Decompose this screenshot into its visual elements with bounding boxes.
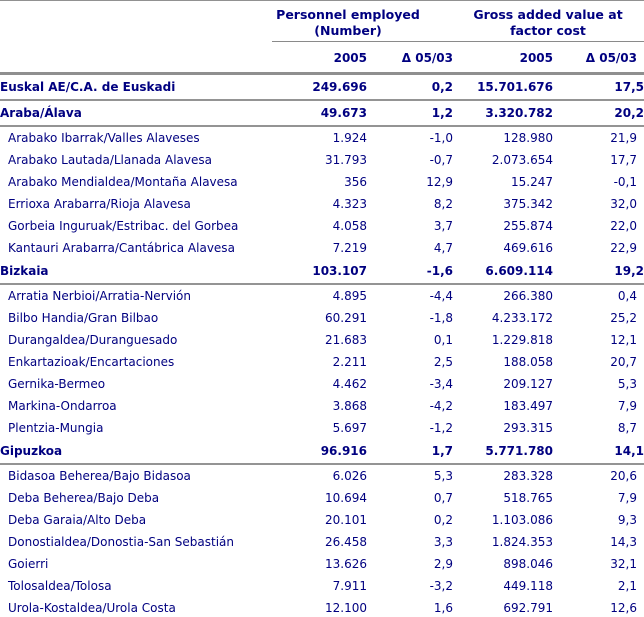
personnel-2005-cell: 3.868 bbox=[332, 399, 367, 413]
personnel-delta-cell: 8,2 bbox=[433, 197, 453, 211]
gav-delta-cell: 8,7 bbox=[617, 421, 637, 435]
table-row bbox=[0, 149, 644, 171]
gav-delta-cell: 14,1 bbox=[553, 439, 644, 464]
table-row bbox=[0, 259, 644, 284]
gav-2005-cell: 128.980 bbox=[503, 131, 553, 145]
subheader-row bbox=[0, 42, 644, 74]
table-row bbox=[0, 284, 644, 307]
table-row bbox=[0, 351, 644, 373]
personnel-delta-cell: 1,2 bbox=[367, 100, 453, 126]
personnel-2005-cell: 49.673 bbox=[272, 100, 367, 126]
column-group-gross-added-value: Gross added value at factor cost bbox=[453, 1, 644, 42]
personnel-delta-cell: 2,5 bbox=[433, 355, 453, 369]
subheader-gav-delta-05-03: Δ 05/03 bbox=[553, 42, 644, 74]
region-name-cell: Deba Garaia/Alto Deba bbox=[8, 513, 147, 527]
column-group-personnel-employed: Personnel employed (Number) bbox=[272, 1, 453, 42]
region-name-cell: Euskal AE/C.A. de Euskadi bbox=[0, 74, 272, 101]
gav-2005-cell: 183.497 bbox=[503, 399, 553, 413]
region-name-cell: Gernika-Bermeo bbox=[8, 377, 106, 391]
gav-delta-cell: 32,1 bbox=[610, 557, 637, 571]
region-name-cell: Bidasoa Beherea/Bajo Bidasoa bbox=[8, 469, 191, 483]
gav-delta-cell: 32,0 bbox=[610, 197, 637, 211]
gav-2005-cell: 3.320.782 bbox=[453, 100, 553, 126]
personnel-2005-cell: 2.211 bbox=[332, 355, 367, 369]
personnel-2005-cell: 6.026 bbox=[332, 469, 367, 483]
personnel-2005-cell: 103.107 bbox=[272, 259, 367, 284]
personnel-2005-cell: 21.683 bbox=[325, 333, 367, 347]
personnel-delta-cell: 2,9 bbox=[433, 557, 453, 571]
gav-delta-cell: 21,9 bbox=[610, 131, 637, 145]
personnel-2005-cell: 20.101 bbox=[325, 513, 367, 527]
gav-2005-cell: 898.046 bbox=[503, 557, 553, 571]
table-row bbox=[0, 509, 644, 531]
region-name-cell: Kantauri Arabarra/Cantábrica Alavesa bbox=[8, 241, 235, 255]
personnel-delta-cell: 0,1 bbox=[433, 333, 453, 347]
personnel-delta-cell: -1,2 bbox=[429, 421, 453, 435]
region-name-cell: Errioxa Arabarra/Rioja Alavesa bbox=[8, 197, 191, 211]
table-row bbox=[0, 464, 644, 487]
personnel-2005-cell: 7.219 bbox=[332, 241, 367, 255]
personnel-2005-cell: 13.626 bbox=[325, 557, 367, 571]
personnel-delta-cell: -0,7 bbox=[429, 153, 453, 167]
gav-delta-cell: 17,5 bbox=[553, 74, 644, 101]
gav-delta-cell: 0,4 bbox=[617, 289, 637, 303]
table-row bbox=[0, 575, 644, 597]
gav-delta-cell: 19,2 bbox=[553, 259, 644, 284]
table-row bbox=[0, 193, 644, 215]
personnel-2005-cell: 4.323 bbox=[332, 197, 367, 211]
personnel-2005-cell: 4.058 bbox=[332, 219, 367, 233]
personnel-2005-cell: 5.697 bbox=[332, 421, 367, 435]
personnel-2005-cell: 356 bbox=[344, 175, 367, 189]
gav-delta-cell: 22,0 bbox=[610, 219, 637, 233]
gav-2005-cell: 209.127 bbox=[503, 377, 553, 391]
region-name-cell: Donostialdea/Donostia-San Sebastián bbox=[8, 535, 235, 549]
personnel-delta-cell: 1,6 bbox=[367, 597, 453, 617]
personnel-2005-cell: 7.911 bbox=[332, 579, 367, 593]
personnel-2005-cell: 10.694 bbox=[325, 491, 367, 505]
table-row bbox=[0, 74, 644, 101]
gav-2005-cell: 6.609.114 bbox=[453, 259, 553, 284]
gav-2005-cell: 255.874 bbox=[503, 219, 553, 233]
gav-delta-cell: 20,7 bbox=[610, 355, 637, 369]
region-name-cell: Arabako Ibarrak/Valles Alaveses bbox=[8, 131, 200, 145]
region-name-cell: Tolosaldea/Tolosa bbox=[8, 579, 112, 593]
gav-2005-cell: 283.328 bbox=[503, 469, 553, 483]
gav-2005-cell: 1.229.818 bbox=[491, 333, 553, 347]
gav-delta-cell: 7,9 bbox=[617, 491, 637, 505]
gav-2005-cell: 188.058 bbox=[503, 355, 553, 369]
region-name-cell: Goierri bbox=[8, 557, 49, 571]
personnel-2005-cell: 249.696 bbox=[272, 74, 367, 101]
personnel-delta-cell: -3,2 bbox=[429, 579, 453, 593]
personnel-delta-cell: 12,9 bbox=[426, 175, 453, 189]
subheader-personnel-2005: 2005 bbox=[272, 42, 367, 74]
gav-2005-cell: 5.771.780 bbox=[453, 439, 553, 464]
personnel-delta-cell: -1,0 bbox=[429, 131, 453, 145]
gav-2005-cell: 518.765 bbox=[503, 491, 553, 505]
column-group-row bbox=[0, 1, 644, 42]
personnel-2005-cell: 96.916 bbox=[272, 439, 367, 464]
region-name-cell: Araba/Álava bbox=[0, 100, 272, 126]
table-row bbox=[0, 417, 644, 439]
personnel-delta-cell: 0,7 bbox=[433, 491, 453, 505]
personnel-delta-cell: 5,3 bbox=[433, 469, 453, 483]
personnel-2005-cell: 60.291 bbox=[325, 311, 367, 325]
table-row bbox=[0, 307, 644, 329]
personnel-2005-cell: 31.793 bbox=[325, 153, 367, 167]
personnel-delta-cell: 0,2 bbox=[433, 513, 453, 527]
gav-2005-cell: 1.824.353 bbox=[491, 535, 553, 549]
table-row bbox=[0, 373, 644, 395]
personnel-2005-cell: 4.895 bbox=[332, 289, 367, 303]
gav-2005-cell: 1.103.086 bbox=[491, 513, 553, 527]
gav-delta-cell: 12,1 bbox=[610, 333, 637, 347]
table-row bbox=[0, 237, 644, 259]
table-row bbox=[0, 553, 644, 575]
personnel-delta-cell: 3,7 bbox=[433, 219, 453, 233]
region-column-header-blank bbox=[0, 1, 272, 42]
personnel-delta-cell: 1,7 bbox=[367, 439, 453, 464]
table-body bbox=[0, 74, 644, 617]
gav-2005-cell: 2.073.654 bbox=[491, 153, 553, 167]
gav-delta-cell: 2,1 bbox=[617, 579, 637, 593]
gav-2005-cell: 4.233.172 bbox=[491, 311, 553, 325]
subheader-blank bbox=[0, 42, 272, 74]
gav-delta-cell: 12,6 bbox=[553, 597, 644, 617]
gav-delta-cell: 9,3 bbox=[617, 513, 637, 527]
gav-delta-cell: 20,2 bbox=[553, 100, 644, 126]
gav-2005-cell: 449.118 bbox=[503, 579, 553, 593]
region-name-cell: Durangaldea/Duranguesado bbox=[8, 333, 178, 347]
region-name-cell: Arabako Lautada/Llanada Alavesa bbox=[8, 153, 212, 167]
gav-delta-cell: 20,6 bbox=[610, 469, 637, 483]
subheader-personnel-delta-05-03: Δ 05/03 bbox=[367, 42, 453, 74]
personnel-delta-cell: 4,7 bbox=[433, 241, 453, 255]
gav-delta-cell: 5,3 bbox=[617, 377, 637, 391]
personnel-2005-cell: 12.100 bbox=[272, 597, 367, 617]
personnel-delta-cell: 0,2 bbox=[367, 74, 453, 101]
region-name-cell: Urola-Kostaldea/Urola Costa bbox=[0, 597, 272, 617]
table-row bbox=[0, 329, 644, 351]
region-name-cell: Arratia Nerbioi/Arratia-Nervión bbox=[8, 289, 192, 303]
gav-2005-cell: 266.380 bbox=[503, 289, 553, 303]
table-row bbox=[0, 439, 644, 464]
region-name-cell: Deba Beherea/Bajo Deba bbox=[8, 491, 160, 505]
gav-2005-cell: 692.791 bbox=[453, 597, 553, 617]
gav-2005-cell: 375.342 bbox=[503, 197, 553, 211]
gav-delta-cell: 17,7 bbox=[610, 153, 637, 167]
gav-delta-cell: 25,2 bbox=[610, 311, 637, 325]
personnel-delta-cell: -4,4 bbox=[429, 289, 453, 303]
region-name-cell: Bizkaia bbox=[0, 259, 272, 284]
personnel-delta-cell: -4,2 bbox=[429, 399, 453, 413]
subheader-gav-2005: 2005 bbox=[453, 42, 553, 74]
table-row bbox=[0, 100, 644, 126]
gav-2005-cell: 15.701.676 bbox=[453, 74, 553, 101]
table-row bbox=[0, 171, 644, 193]
table-row bbox=[0, 597, 644, 617]
gav-2005-cell: 293.315 bbox=[503, 421, 553, 435]
table-row bbox=[0, 395, 644, 417]
table-header bbox=[0, 1, 644, 74]
personnel-2005-cell: 4.462 bbox=[332, 377, 367, 391]
gav-2005-cell: 15.247 bbox=[511, 175, 553, 189]
gav-delta-cell: 14,3 bbox=[610, 535, 637, 549]
gav-delta-cell: 7,9 bbox=[617, 399, 637, 413]
table-row bbox=[0, 126, 644, 149]
gav-delta-cell: 22,9 bbox=[610, 241, 637, 255]
personnel-delta-cell: -1,6 bbox=[367, 259, 453, 284]
personnel-delta-cell: -3,4 bbox=[429, 377, 453, 391]
region-name-cell: Enkartazioak/Encartaciones bbox=[8, 355, 175, 369]
region-name-cell: Gipuzkoa bbox=[0, 439, 272, 464]
table-row bbox=[0, 215, 644, 237]
gav-delta-cell: -0,1 bbox=[613, 175, 637, 189]
table-row bbox=[0, 531, 644, 553]
personnel-2005-cell: 1.924 bbox=[332, 131, 367, 145]
region-name-cell: Markina-Ondarroa bbox=[8, 399, 117, 413]
personnel-delta-cell: 3,3 bbox=[433, 535, 453, 549]
region-name-cell: Bilbo Handia/Gran Bilbao bbox=[8, 311, 159, 325]
region-name-cell: Gorbeia Inguruak/Estribac. del Gorbea bbox=[8, 219, 239, 233]
region-name-cell: Plentzia-Mungia bbox=[8, 421, 104, 435]
table-row bbox=[0, 487, 644, 509]
personnel-2005-cell: 26.458 bbox=[325, 535, 367, 549]
gav-2005-cell: 469.616 bbox=[503, 241, 553, 255]
personnel-delta-cell: -1,8 bbox=[429, 311, 453, 325]
region-name-cell: Arabako Mendialdea/Montaña Alavesa bbox=[8, 175, 238, 189]
